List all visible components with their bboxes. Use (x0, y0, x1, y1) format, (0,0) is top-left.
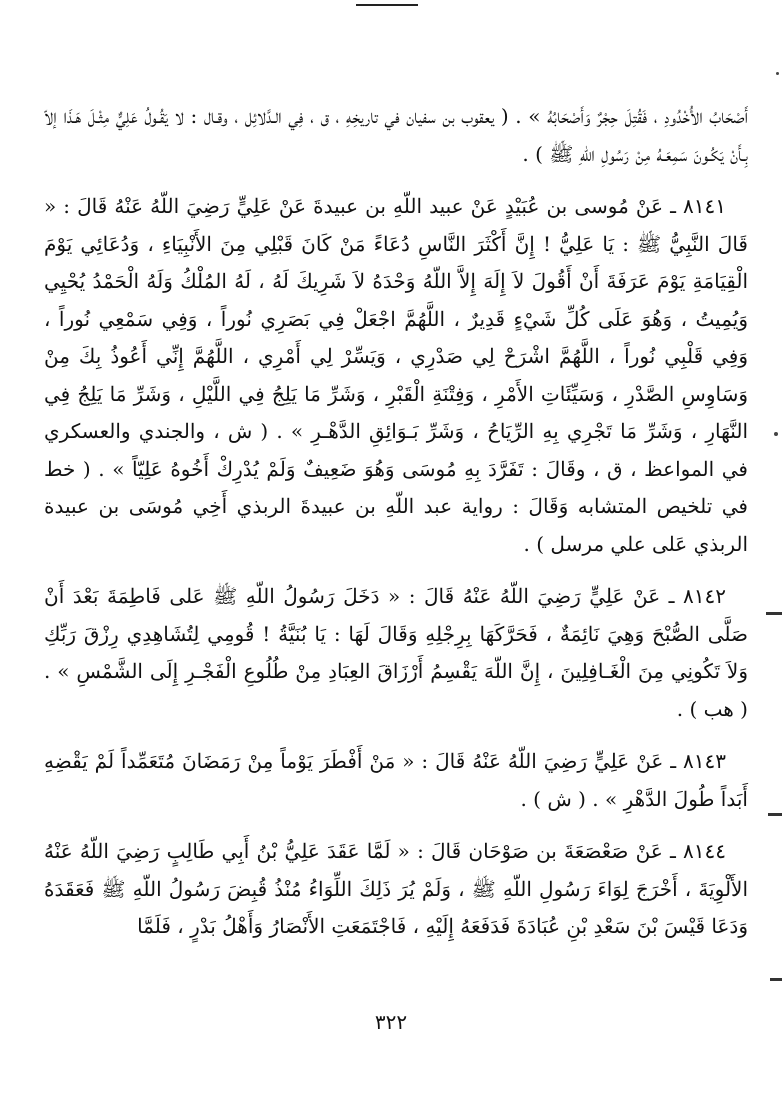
hadith-8141: ٨١٤١ ـ عَنْ مُوسى بن عُبَيْدٍ عَنْ عبيد اللّهِ بن عبيدةَ عَنْ عَلِيٍّ رَضِيَ اللّهُ عَنْهُ قَالَ : « قَالَ النَّبِيُّ ﷺ : يَا عَلِيُّ ! إِنَّ أَكْثَرَ النَّاسِ دُعَاءً مَنْ كَانَ قَبْلِي مِنَ الأَنْبِيَاءِ ، وَدُعَائِي يَوْمَ الْقِيَامَةِ يَوْمَ عَرَفَةَ أَنْ أَقُولَ لاَ إِلَهَ إِلاَّ اللّهُ وَحْدَهُ لاَ شَرِيكَ لَهُ ، لَهُ المُلْكُ وَلَهُ الْحَمْدُ يُحْيِي وَيُمِيتُ ، وَهُوَ عَلَى كُلِّ شَيْءٍ قَدِيرٌ ، اللَّهُمَّ اجْعَلْ فِي بَصَرِي نُوراً ، وَفِي سَمْعِي نُوراً ، وَفِي قَلْبِي نُوراً ، اللَّهُمَّ اشْرَحْ لِي صَدْرِي ، وَيَسِّرْ لِي أَمْرِي ، اللَّهُمَّ إِنِّي أَعُوذُ بِكَ مِنْ وَسَاوِسِ الصَّدْرِ ، وَسَيِّئَاتِ الأَمْرِ ، وَفِتْنَةِ الْقَبْرِ ، وَشَرِّ مَا يَلِجُ فِي اللَّيْلِ ، وَشَرِّ مَا يَلِجُ فِي النَّهَارِ ، وَشَرِّ مَا تَجْرِي بِهِ الرِّيَاحُ ، وَشَرِّ بَـوَائِقِ الدَّهْـرِ » . ( ش ، والجندي والعسكري في المواعظ ، ق ، وقَالَ : تَفَرَّدَ بِهِ مُوسَى وَهُوَ ضَعِيفٌ وَلَمْ يُدْرِكْ أَخُوهُ عَلِيّاً » . ( خط في تلخيص المتشابه وَقَالَ : رواية عبد اللّهِ بن عبيدةَ الربذي أَخِي مُوسَى بن عبيدة الربذي عَلى علي مرسل ) . (44, 194, 748, 556)
top-rule (356, 4, 418, 6)
page-body (44, 98, 748, 961)
hadith-8144: ٨١٤٤ ـ عَنْ صَعْصَعَةَ بن صَوْحَان قَالَ : « لَمَّا عَقَدَ عَلِيُّ بْنُ أَبِي طَالِبٍ رَضِيَ اللّهُ عَنْهُ الأَلْوِيَةَ ، أَخْرَجَ لِوَاءَ رَسُولِ اللّهِ ﷺ ، وَلَمْ يُرَ ذَلِكَ اللِّوَاءُ مُنْذُ قُبِضَ رَسُولُ اللّهِ ﷺ فَعَقَدَهُ وَدَعَا قَيْسَ بْنَ سَعْدِ بْنِ عُبَادَةَ فَدَفَعَهُ إِلَيْهِ ، فَاجْتَمَعَتِ الأَنْصَارُ وَأَهْلُ بَدْرٍ ، فَلَمَّا (44, 839, 748, 938)
hadith-8143: ٨١٤٣ ـ عَنْ عَلِيٍّ رَضِيَ اللّهُ عَنْهُ قَالَ : « مَنْ أَفْطَرَ يَوْماً مِنْ رَمَضَانَ مُتَعَمِّداً لَمْ يَقْضِهِ أَبَداً طُولَ الدَّهْرِ » . ( ش ) . (44, 749, 748, 811)
scan-speck (774, 432, 778, 436)
scan-edge-mark (770, 978, 782, 981)
paragraph-continuation: أَصْحَابُ الأُخْدُودِ ، فَقُتِلَ حِجْرٌ وَأَصْحَابُهُ » . ( يعقوب بن سفيان في تاريخِهِ ، ق ، فِي الـدَّلائِل ، وقـال : لا يَقُـولُ عَلِيٌّ مِثْـلَ هَـذَا إلاّ بِـأَنْ يَكُـونَ سَمِعَـهُ مِنْ رَسُولِ اللّهِ ﷺ ) . (44, 104, 748, 166)
page-number: ٣٢٢ (374, 1010, 408, 1034)
hadith-8142: ٨١٤٢ ـ عَنْ عَلِيٍّ رَضِيَ اللّهُ عَنْهُ قَالَ : « دَخَلَ رَسُولُ اللّهِ ﷺ عَلى فَاطِمَةَ بَعْدَ أَنْ صَلَّى الصُّبْحَ وَهِيَ نَائِمَةٌ ، فَحَرَّكَهَا بِرِجْلِهِ وَقَالَ لَهَا : يَا بُنَيَّةُ ! قُومِي لِتُشَاهِدِي رِزْقَ رَبِّكِ وَلاَ تَكُونِي مِنَ الْغَـافِلِينَ ، إِنَّ اللّهَ يَقْسِمُ أَرْزَاقَ العِبَادِ مِنْ طُلُوعِ الْفَجْـرِ إِلَى الشَّمْسِ » . ( هب ) . (44, 584, 748, 721)
scan-speck (776, 72, 779, 75)
scan-edge-mark (766, 612, 782, 615)
scan-edge-mark (768, 813, 782, 816)
